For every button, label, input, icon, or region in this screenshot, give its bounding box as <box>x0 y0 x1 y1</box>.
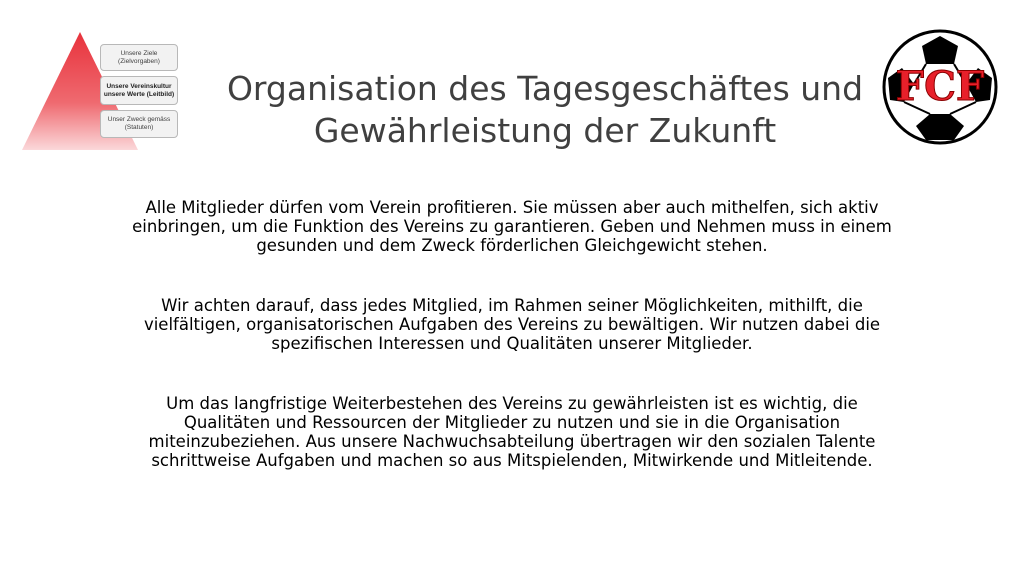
tier-sublabel: (Zielvorgaben) <box>118 57 160 65</box>
tier-label: Unsere Vereinskultur <box>106 82 172 90</box>
tier-sublabel: unsere Werte (Leitbild) <box>103 90 175 98</box>
pyramid-tier-purpose <box>100 110 178 138</box>
tier-label: Unser Zweck gemäss <box>107 116 171 123</box>
paragraph-benefit: Alle Mitglieder dürfen vom Verein profitieren. Sie müssen aber auch mithelfen, sich aktiv einbringen, um die Funktion des Vereins zu garantieren. Geben und Nehmen muss in einem gesunden und dem Zweck förderlichen Gleichgewicht stehen. <box>132 198 892 255</box>
slide-title <box>205 68 885 152</box>
club-logo <box>880 28 1000 146</box>
pyramid-tier-goals <box>100 44 178 71</box>
soccer-ball-icon <box>880 28 1000 146</box>
pyramid-tier-culture <box>100 76 178 105</box>
values-pyramid <box>18 30 175 150</box>
tier-sublabel: (Statuten) <box>124 124 154 131</box>
title-line-1: Organisation des Tagesgeschäftes und <box>226 69 864 108</box>
body-text <box>130 198 894 511</box>
tier-label: Unsere Ziele <box>120 49 158 57</box>
paragraph-future: Um das langfristige Weiterbestehen des Vereins zu gewährleisten ist es wichtig, die Qualitäten und Ressourcen der Mitglieder zu nutzen und sie in die Organisation miteinzubeziehen. Aus unsere Nachwuchsabteilung übertragen wir den sozialen Talente schrittweise Aufgaben und machen so aus Mitspielenden, Mitwirkende und Mitleitende. <box>148 394 876 470</box>
logo-text: FCF <box>895 63 985 110</box>
paragraph-tasks: Wir achten darauf, dass jedes Mitglied, im Rahmen seiner Möglichkeiten, mithilft, die vielfältigen, organisatorischen Aufgaben des Vereins zu bewältigen. Wir nutzen dabei die spezifischen Interessen und Qualitäten unserer Mitglieder. <box>143 296 881 353</box>
title-line-2: Gewährleistung der Zukunft <box>313 111 777 150</box>
